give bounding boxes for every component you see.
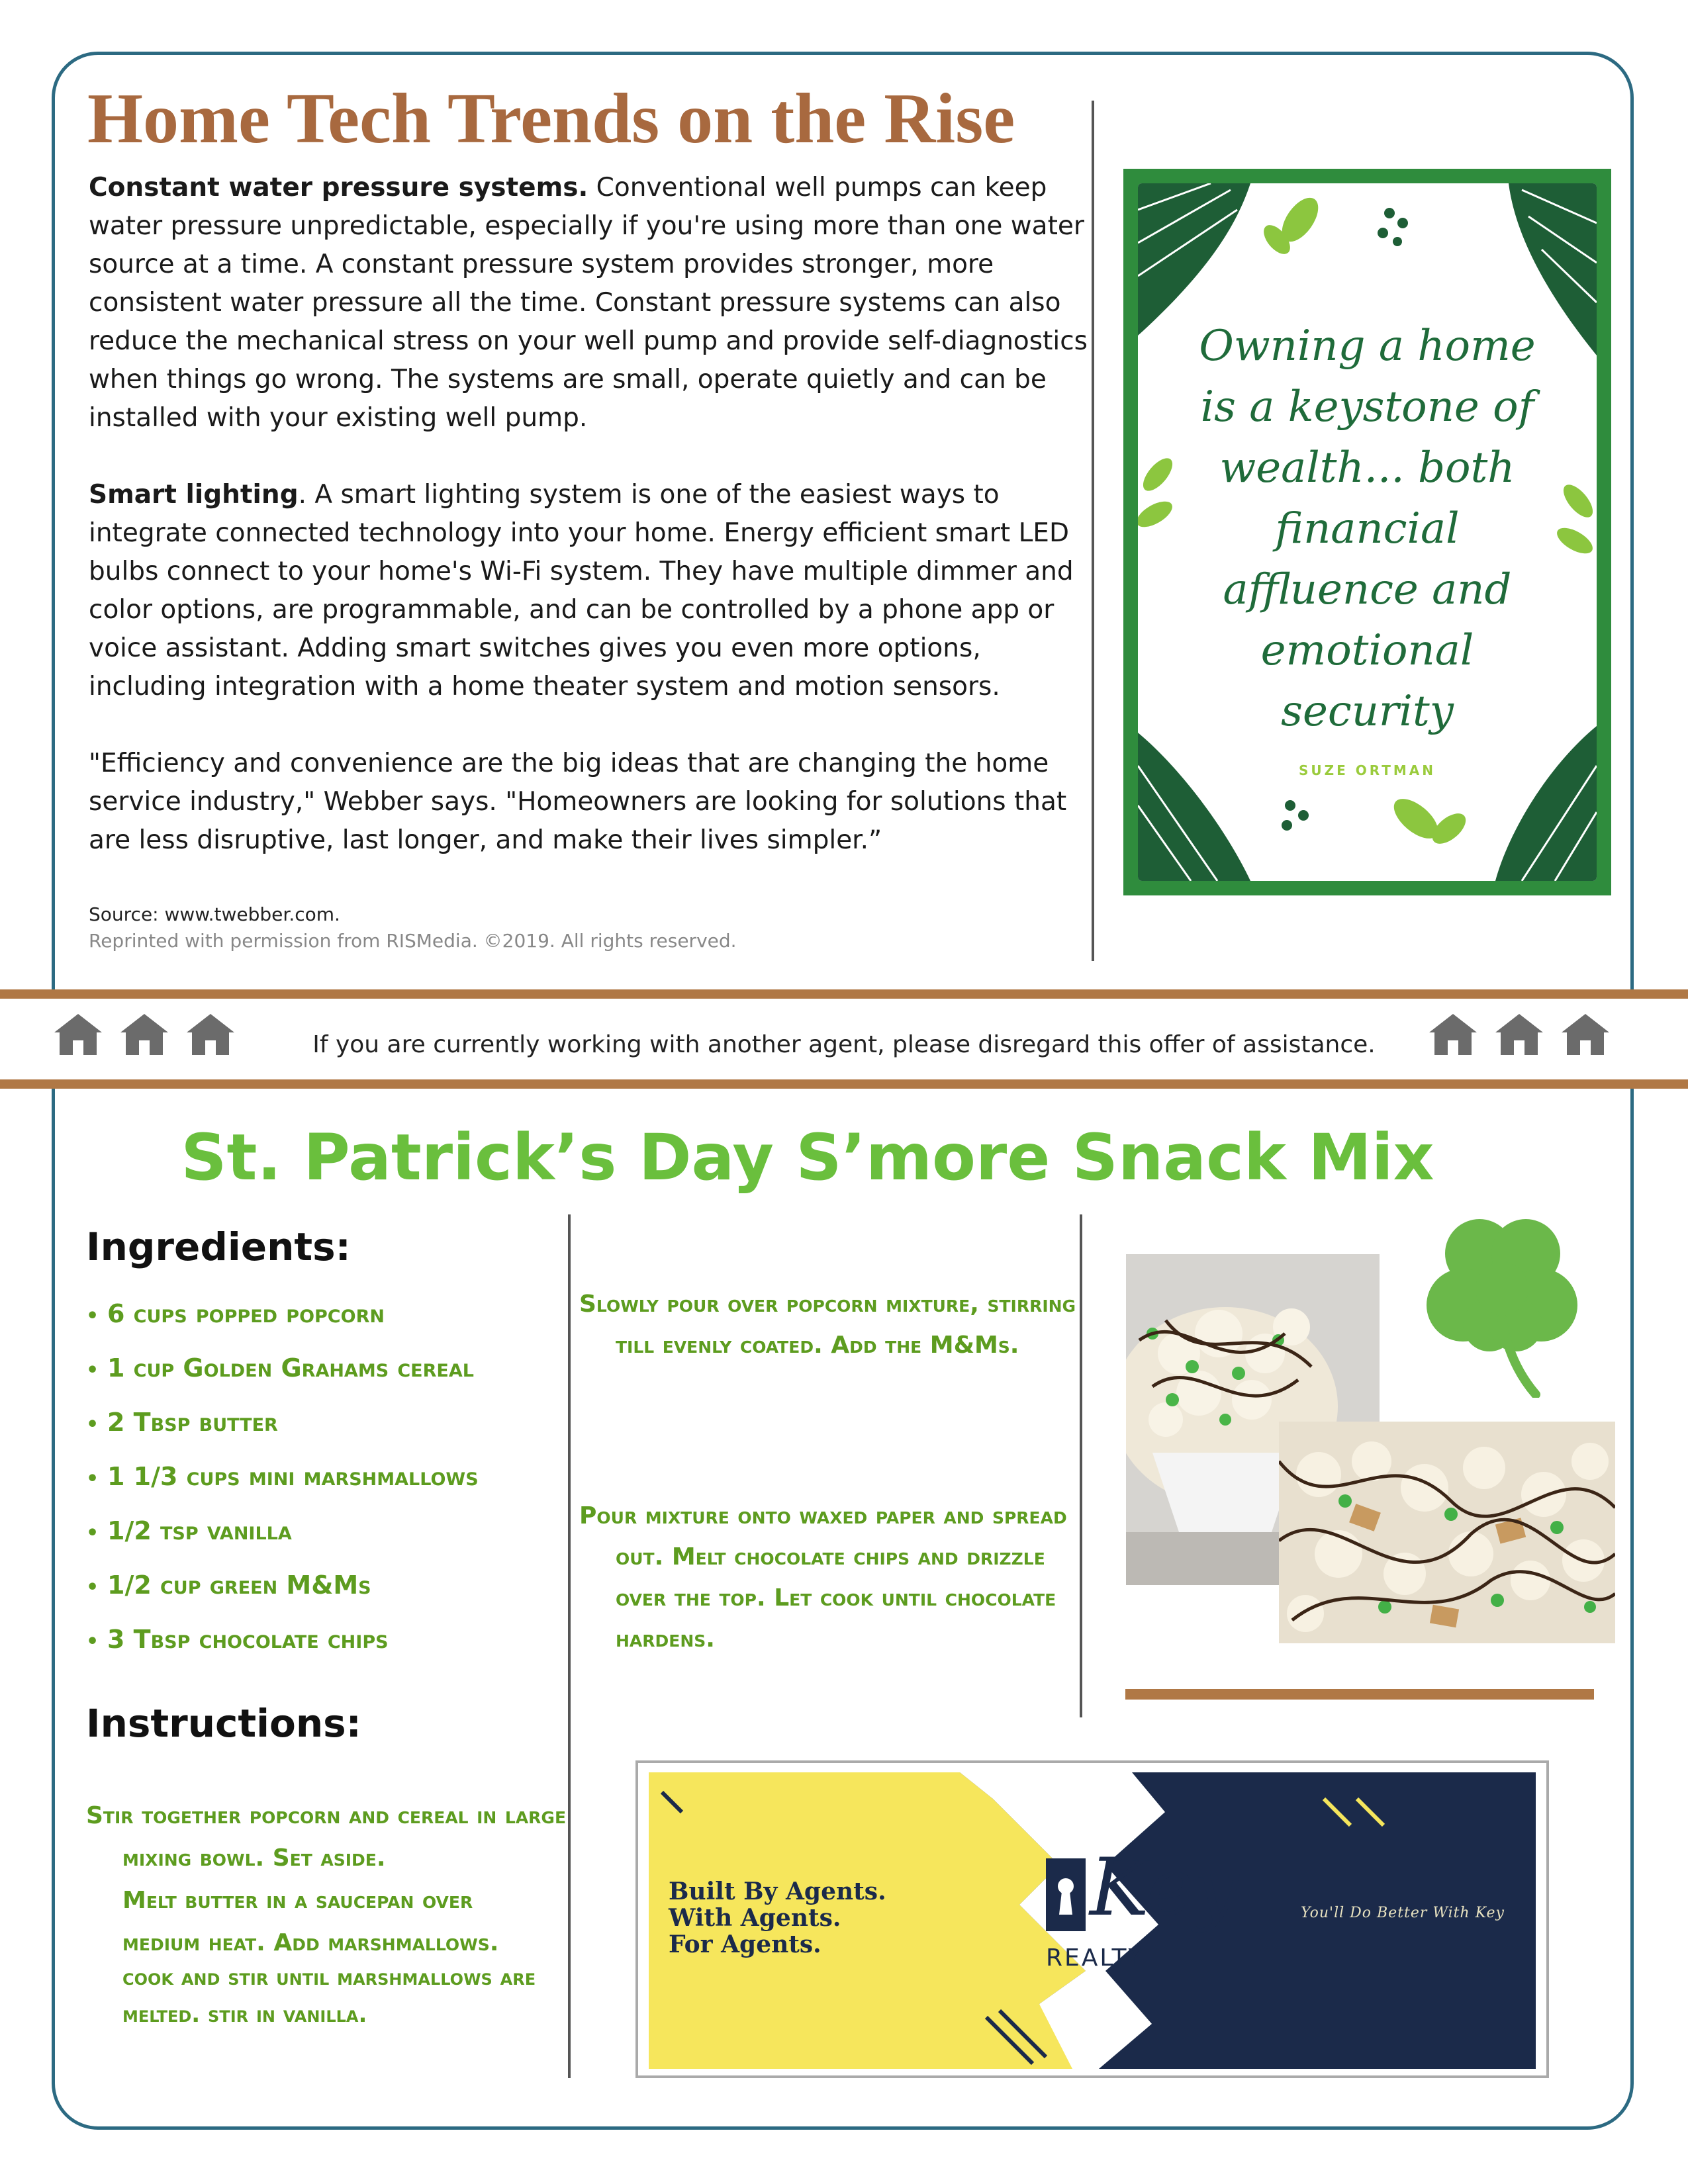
instruction-step: cook and stir until marshmallows are melted. stir in vanilla. [122, 1964, 536, 2028]
instruction-step: Pour mixture onto waxed paper and spread out. Melt chocolate chips and drizzle over the top. Let cook until chocolate hardens. [579, 1502, 1067, 1653]
slogan-line: With Agents. [669, 1904, 841, 1932]
paragraph-text: . A smart lighting system is one of the easiest ways to integrate connected technology into your home. Energy efficient smart LED bulbs connect to your home's Wi-Fi system. They have multiple dimmer and color options, are programmable, and can be controlled by a phone app or voice assistant. Adding smart switches gives you even more options, including integration with a home theater system and motion sensors. [89, 480, 1074, 702]
recipe-divider-left [568, 1214, 571, 2078]
keyhole-icon [1046, 1858, 1086, 1938]
decorative-rule [1125, 1689, 1594, 1700]
list-item: • 1 1/3 cups mini marshmallows [86, 1462, 479, 1491]
shamrock-icon [1423, 1212, 1581, 1398]
recipe-title: St. Patrick’s Day S’more Snack Mix [181, 1120, 1434, 1195]
article-title: Home Tech Trends on the Rise [87, 79, 1015, 158]
paragraph-text: Conventional well pumps can keep water pressure unpredictable, especially if you're using more than one water source at a time. A constant pressure system provides stronger, more consistent water pressure all the time. Constant pressure systems can also reduce the mechanical stress on your well pump and provide self-diagnostics when things go wrong. The systems are small, operate quietly and can be installed with your existing well pump. [89, 173, 1088, 433]
ingredient-text: 2 Tbsp butter [107, 1408, 278, 1437]
brand-sub: REALTY [1046, 1944, 1145, 1972]
ingredient-text: 3 Tbsp chocolate chips [107, 1625, 389, 1654]
paragraph-quote-webber: "Efficiency and convenience are the big ideas that are changing the home service industry," Webber says. "Homeowners are looking for solutions that are less disruptive, last longer, and make their lives simpler.” [89, 749, 1067, 855]
paragraph-heading: Smart lighting [89, 480, 299, 510]
article-body [89, 169, 1095, 898]
agent-disclaimer: If you are currently working with another agent, please disregard this offer of assistance. [312, 1031, 1376, 1058]
source-line: Source: www.twebber.com. [89, 903, 340, 925]
ingredients-heading: Ingredients: [86, 1224, 351, 1269]
instruction-step: Slowly pour over popcorn mixture, stirring till evenly coated. Add the M&Ms. [579, 1291, 1076, 1359]
snack-mix-photo-pile [1279, 1422, 1615, 1643]
key-realty-logo [1046, 1842, 1271, 1972]
paragraph-heading: Constant water pressure systems. [89, 173, 588, 203]
ingredients-list [86, 1297, 479, 1677]
reprint-line: Reprinted with permission from RISMedia. ©2019. All rights reserved. [89, 930, 737, 952]
key-realty-banner [635, 1760, 1549, 2078]
list-item: • 1/2 tsp vanilla [86, 1516, 292, 1545]
instructions-heading: Instructions: [86, 1701, 361, 1746]
list-item: • 3 Tbsp chocolate chips [86, 1625, 389, 1654]
ingredient-text: 1 1/3 cups mini marshmallows [107, 1462, 479, 1491]
quote-author: SUZE ORTMAN [1298, 762, 1436, 778]
instruction-step: Stir together popcorn and cereal in large mixing bowl. Set aside. [86, 1802, 567, 1872]
list-item: • 2 Tbsp butter [86, 1408, 278, 1437]
quote-card-inner [1138, 183, 1597, 881]
snack-mix-pile-icon [1279, 1422, 1615, 1643]
quote-text: Owning a home is a keystone of wealth... both financial affluence and emotional security [1199, 322, 1536, 736]
instruction-step: Melt butter in a saucepan over medium heat. Add marshmallows. [122, 1887, 499, 1956]
ingredient-text: 1 cup Golden Grahams cereal [107, 1353, 474, 1383]
banner-slogan [669, 1878, 886, 1958]
ingredient-text: 1/2 tsp vanilla [107, 1516, 292, 1545]
slogan-line: Built By Agents. [669, 1878, 886, 1905]
paragraph-water-pressure [89, 169, 1095, 437]
brand-name: Key [1090, 1842, 1239, 1934]
band-bottom-line [0, 1079, 1688, 1089]
ingredient-text: 6 cups popped popcorn [107, 1299, 385, 1328]
band-top-line [0, 989, 1688, 999]
banner-tagline: You'll Do Better With Key [1301, 1905, 1505, 1921]
slogan-line: For Agents. [669, 1931, 821, 1958]
quote-card [1123, 169, 1611, 895]
list-item: • 1 cup Golden Grahams cereal [86, 1353, 474, 1383]
paragraph-smart-lighting [89, 476, 1095, 706]
list-item: • 1/2 cup green M&Ms [86, 1570, 371, 1600]
ingredient-text: 1/2 cup green M&Ms [107, 1570, 371, 1600]
banner-inner [649, 1772, 1536, 2069]
list-item: • 6 cups popped popcorn [86, 1299, 385, 1328]
